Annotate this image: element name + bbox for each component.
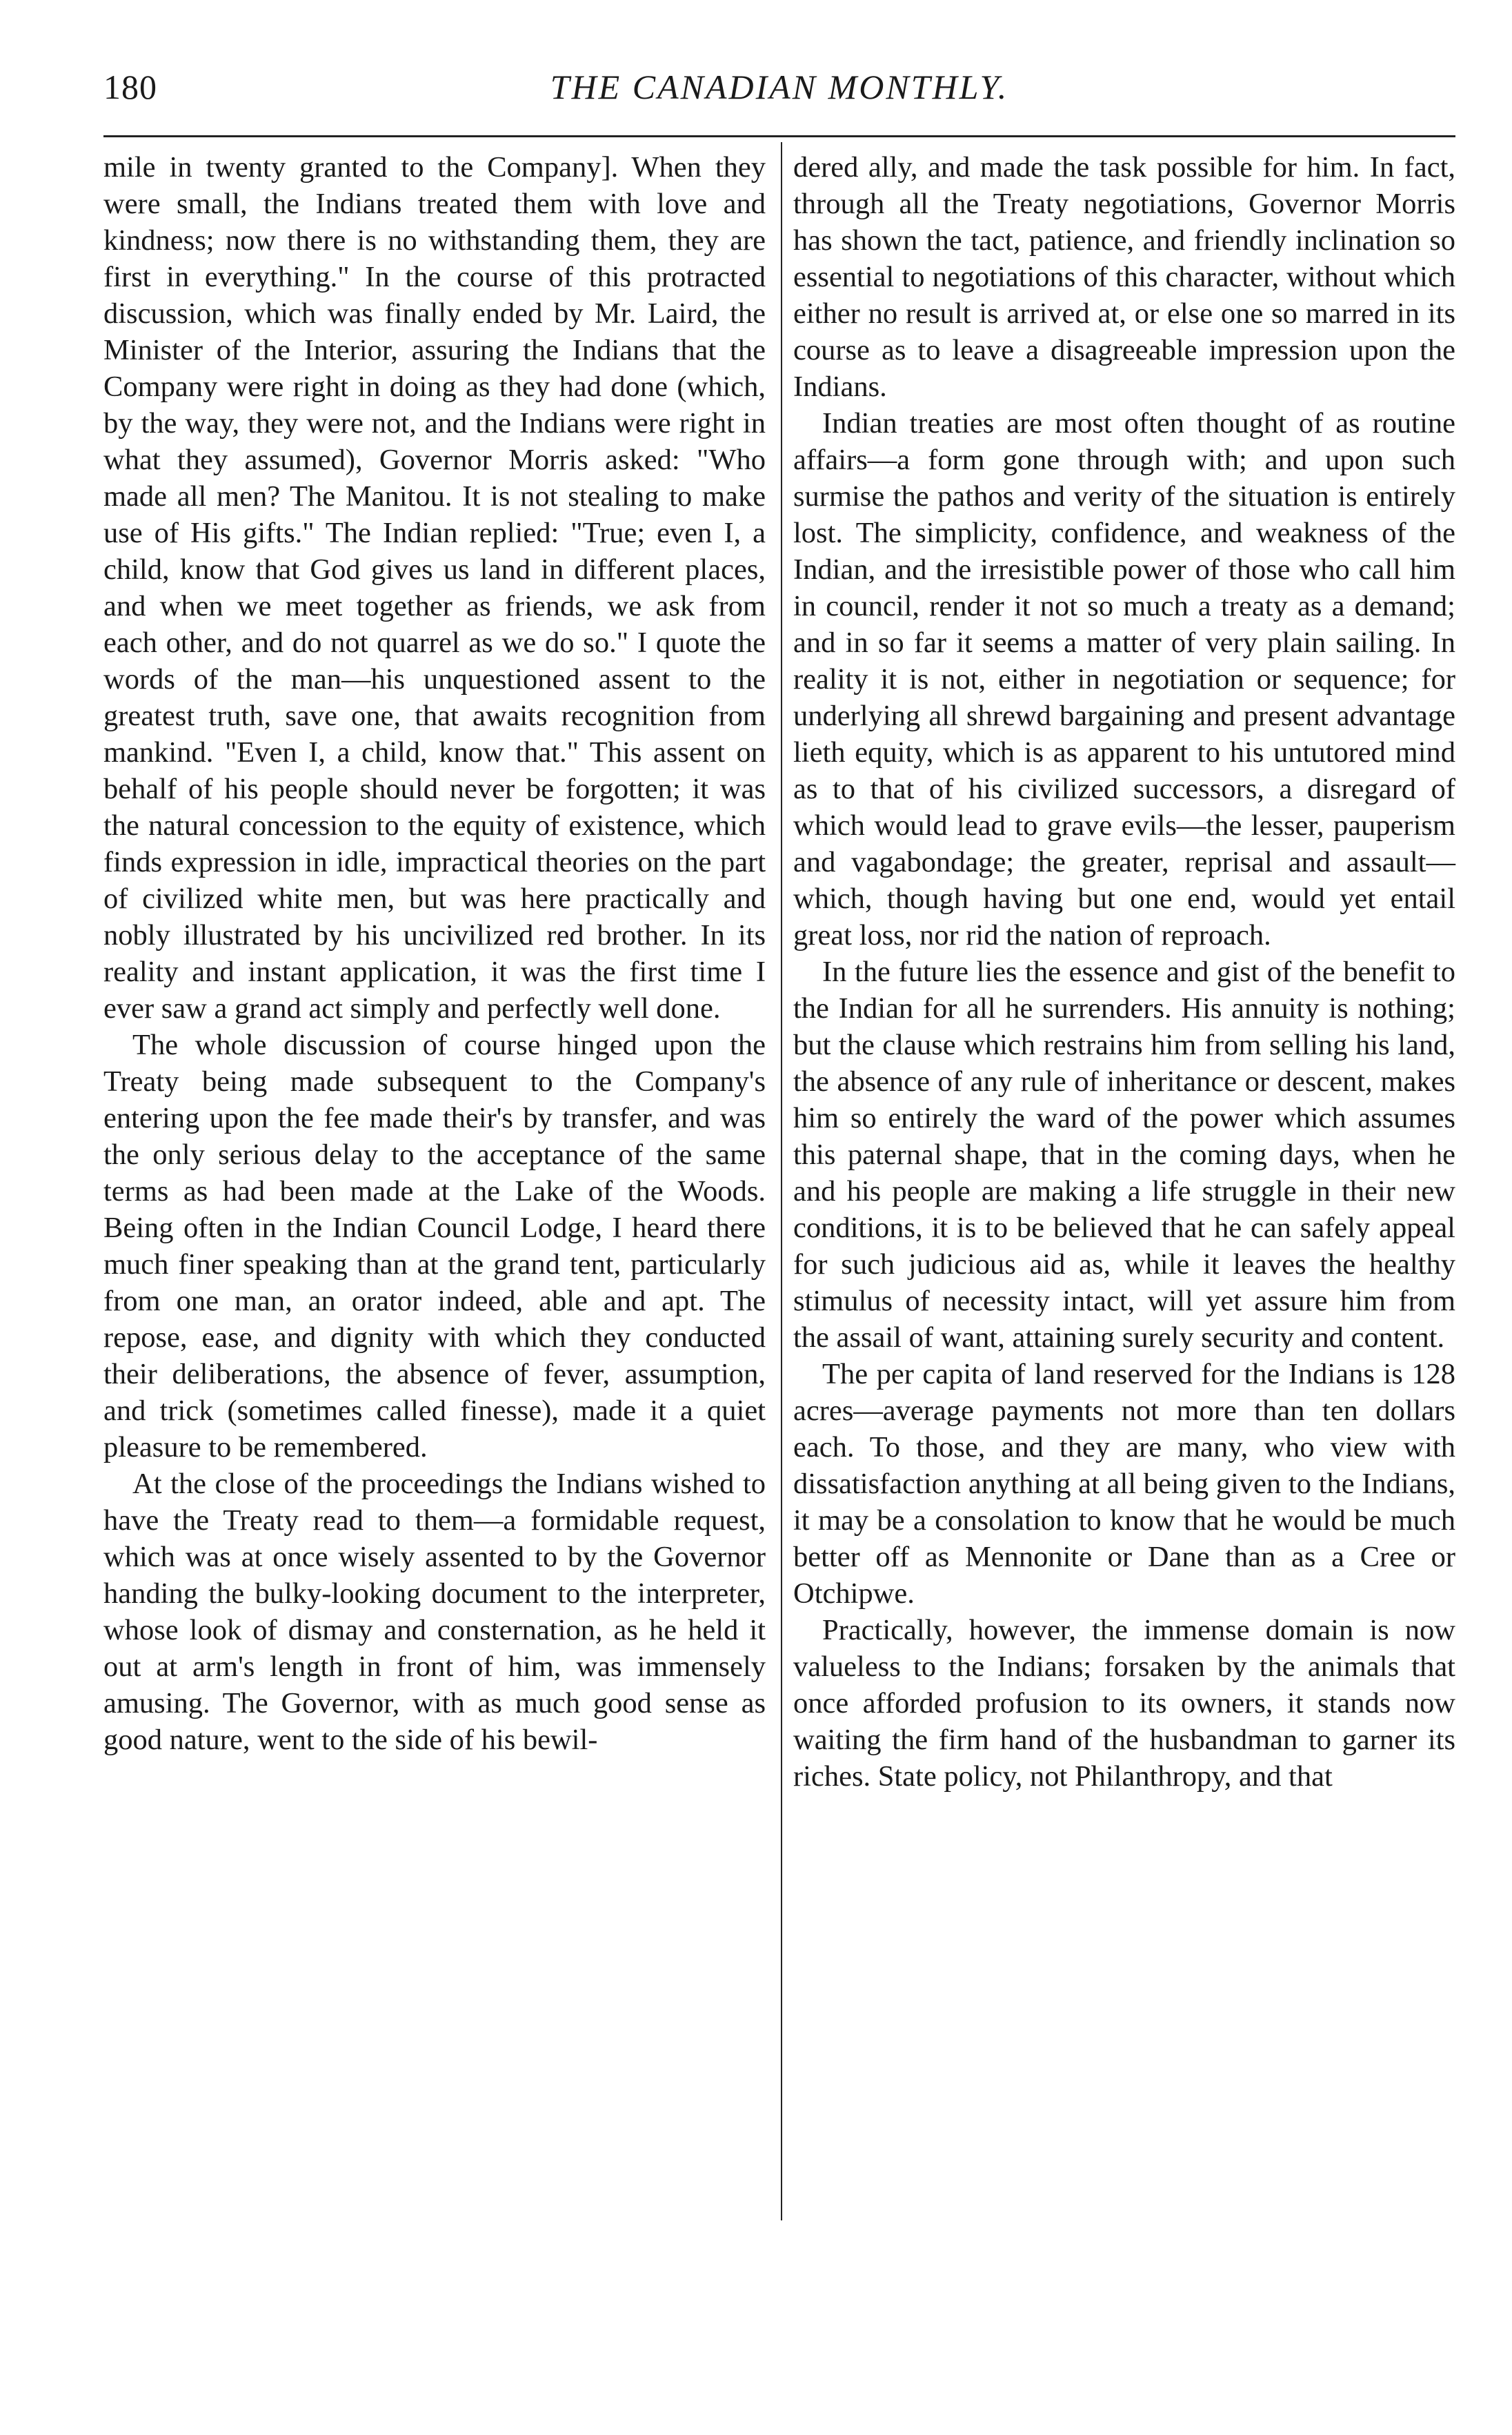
paragraph: mile in twenty granted to the Company]. When they were small, the Indians treated them with love and kindness; now there is no withstanding them, they are first in everything." In the course of this protracted discussion, which was finally ended by Mr. Laird, the Minister of the Interior, assuring the Indians that the Company were right in doing as they had done (which, by the way, they were not, and the Indians were right in what they assumed), Governor Morris asked: "Who made all men? The Manitou. It is not stealing to make use of His gifts." The Indian replied: "True; even I, a child, know that God gives us land in different places, and when we meet together as friends, we ask from each other, and do not quarrel as we do so." I quote the words of the man—his unquestioned assent to the greatest truth, save one, that awaits recognition from mankind. "Even I, a child, know that." This assent on behalf of his people should never be forgotten; it was the natural concession to the equity of existence, which finds expression in idle, impractical theories on the part of civilized white men, but was here practically and nobly illustrated by his uncivilized red brother. In its reality and instant application, it was the first time I ever saw a grand act simply and perfectly well done.: [103, 151, 766, 1025]
column-divider: [781, 142, 782, 2220]
paragraph: dered ally, and made the task possible for him. In fact, through all the Treaty negotiations, Governor Morris has shown the tact, patience, and friendly inclination so essential to negotiations of this character, without which either no result is arrived at, or else one so marred in its course as to leave a disagreeable impression upon the Indians.: [793, 151, 1455, 403]
paragraph: Practically, however, the immense domain is now valueless to the Indians; forsaken by the animals that once afforded profusion to its owners, it stands now waiting the firm hand of the husbandman to garner its riches. State policy, not Philanthropy, and that: [793, 1614, 1455, 1793]
page-header: [103, 59, 1455, 115]
page-number: 180: [103, 68, 157, 106]
paragraph: The whole discussion of course hinged upon the Treaty being made subsequent to the Company's entering upon the fee made their's by transfer, and was the only serious delay to the acceptance of the same terms as had been made at the Lake of the Woods. Being often in the Indian Council Lodge, I heard there much finer speaking than at the grand tent, particularly from one man, an orator indeed, able and apt. The repose, ease, and dignity with which they conducted their deliberations, the absence of fever, assumption, and trick (sometimes called finesse), made it a quiet pleasure to be remembered.: [103, 1029, 766, 1463]
paragraph: Indian treaties are most often thought of as routine affairs—a form gone through with; and upon such surmise the pathos and verity of the situation is entirely lost. The simplicity, confidence, and weakness of the Indian, and the irresistible power of those who call him in council, render it not so much a treaty as a demand; and in so far it seems a matter of very plain sailing. In reality it is not, either in negotiation or sequence; for underlying all shrewd bargaining and present advantage lieth equity, which is as apparent to his untutored mind as to that of his civilized successors, a disregard of which would lead to grave evils—the lesser, pauperism and vagabondage; the greater, reprisal and assault—which, though having but one end, would yet entail great loss, nor rid the nation of reproach.: [793, 407, 1455, 952]
header-rule: [103, 135, 1455, 137]
paragraph: In the future lies the essence and gist of the benefit to the Indian for all he surrenders. His annuity is nothing; but the clause which restrains him from selling his land, the absence of any rule of inheritance or descent, makes him so entirely the ward of the power which assumes this paternal shape, that in the coming days, when he and his people are making a life struggle in their new conditions, it is to be believed that he can safely appeal for such judicious aid as, while it leaves the healthy stimulus of necessity intact, will yet assure him from the assail of want, attaining surely security and content.: [793, 956, 1455, 1354]
running-title: THE CANADIAN MONTHLY.: [550, 68, 1009, 106]
paragraph: At the close of the proceedings the Indians wished to have the Treaty read to them—a formidable request, which was at once wisely assented to by the Governor handing the bulky-looking document to the interpreter, whose look of dismay and consternation, as he held it out at arm's length in front of him, was immensely amusing. The Governor, with as much good sense as good nature, went to the side of his bewil-: [103, 1468, 766, 1756]
paragraph: The per capita of land reserved for the Indians is 128 acres—average payments not more than ten dollars each. To those, and they are many, who view with dissatisfaction anything at all being given to the Indians, it may be a consolation to know that he would be much better off as Mennonite or Dane than as a Cree or Otchipwe.: [793, 1358, 1455, 1610]
left-column: [103, 149, 766, 1758]
right-column: [793, 149, 1455, 1795]
